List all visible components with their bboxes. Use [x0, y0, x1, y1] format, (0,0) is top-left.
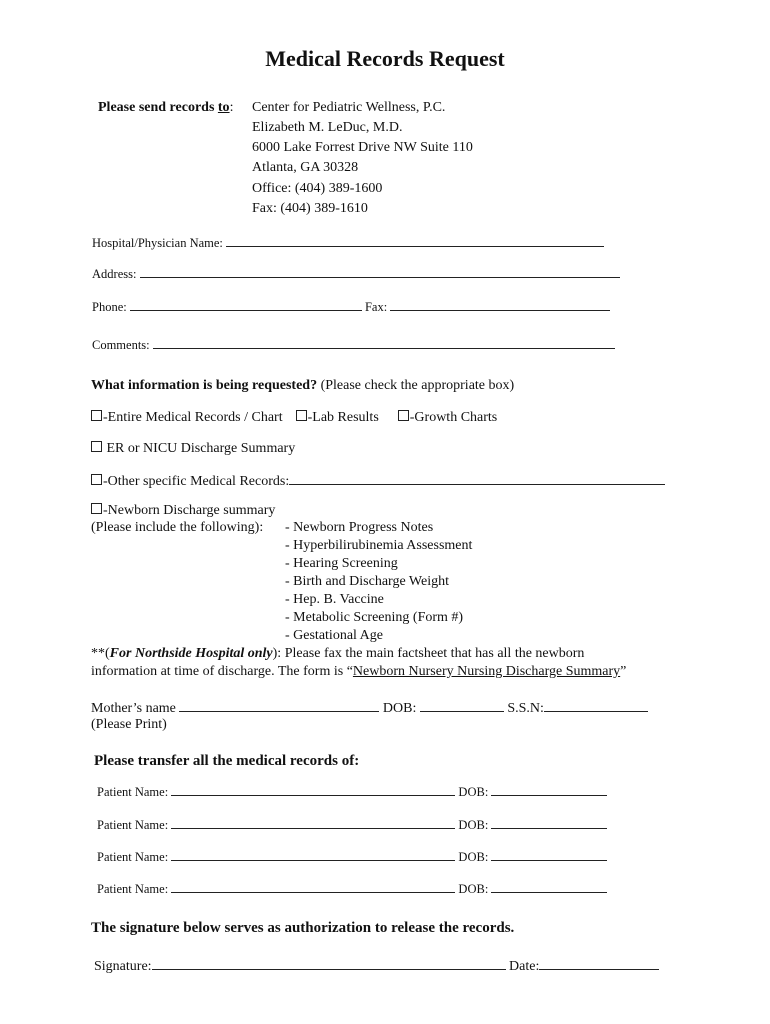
- mother-ssn-input-line[interactable]: [544, 699, 648, 712]
- hospital-label: Hospital/Physician Name:: [92, 236, 223, 250]
- option-growth[interactable]: -Growth Charts: [398, 410, 498, 425]
- send-to-line: Elizabeth M. LeDuc, M.D.: [252, 120, 403, 135]
- hospital-field: [92, 234, 604, 251]
- mother-name-label: Mother’s name: [91, 701, 176, 716]
- patient-name-input-line[interactable]: [171, 783, 455, 796]
- include-item: - Metabolic Screening (Form #): [285, 610, 464, 625]
- other-input-line[interactable]: [289, 472, 665, 485]
- comments-input-line[interactable]: [153, 336, 615, 349]
- checkbox[interactable]: [398, 410, 409, 421]
- checkbox[interactable]: [91, 441, 102, 452]
- patient-name-input-line[interactable]: [171, 816, 455, 829]
- address-label: Address:: [92, 267, 137, 281]
- include-label: (Please include the following):: [91, 520, 264, 535]
- fax-label: Fax:: [364, 300, 388, 314]
- northside-note-line2: information at time of discharge. The form is “Newborn Nursery Nursing Discharge Summary”: [91, 664, 627, 679]
- mother-name-input-line[interactable]: [179, 699, 379, 712]
- phone-field: [92, 298, 610, 315]
- patient-dob-input-line[interactable]: [491, 880, 607, 893]
- form-name: Newborn Nursery Nursing Discharge Summary: [352, 664, 621, 679]
- include-item: - Hearing Screening: [285, 556, 398, 571]
- checkbox[interactable]: [91, 410, 102, 421]
- patient-name-label: Patient Name:: [97, 785, 169, 799]
- option-newborn[interactable]: -Newborn Discharge summary: [91, 503, 275, 519]
- mother-ssn-label: S.S.N:: [507, 701, 544, 716]
- patient-row: [97, 816, 607, 833]
- mother-dob-label: DOB:: [382, 701, 417, 716]
- include-item: - Gestational Age: [285, 628, 383, 643]
- option-lab[interactable]: -Lab Results: [296, 410, 379, 425]
- send-to-label: Please send records to:: [98, 100, 234, 115]
- phone-label: Phone:: [92, 300, 127, 314]
- signature-input-line[interactable]: [152, 957, 506, 970]
- mother-dob-input-line[interactable]: [420, 699, 504, 712]
- patient-dob-input-line[interactable]: [491, 783, 607, 796]
- northside-note: **(For Northside Hospital only): Please fax the main factsheet that has all the newborn: [91, 646, 585, 661]
- checkbox[interactable]: [91, 503, 102, 514]
- send-to-line: Fax: (404) 389-1610: [252, 201, 368, 216]
- patient-name-label: Patient Name:: [97, 818, 169, 832]
- send-to-line: Office: (404) 389-1600: [252, 181, 383, 196]
- transfer-heading: Please transfer all the medical records of:: [94, 753, 360, 769]
- include-item: - Hyperbilirubinemia Assessment: [285, 538, 473, 553]
- phone-input-line[interactable]: [130, 298, 362, 311]
- send-to-line: Center for Pediatric Wellness, P.C.: [252, 100, 446, 115]
- checkbox[interactable]: [91, 474, 102, 485]
- option-entire[interactable]: -Entire Medical Records / Chart: [91, 410, 283, 425]
- address-input-line[interactable]: [140, 265, 620, 278]
- date-label: Date:: [509, 959, 540, 974]
- patient-name-input-line[interactable]: [171, 848, 455, 861]
- patient-dob-label: DOB:: [458, 850, 489, 864]
- send-to-line: Atlanta, GA 30328: [252, 160, 359, 175]
- option-er[interactable]: ER or NICU Discharge Summary: [91, 441, 295, 457]
- signature-label: Signature:: [94, 959, 152, 974]
- date-input-line[interactable]: [539, 957, 659, 970]
- page-title: Medical Records Request: [265, 46, 505, 71]
- signature-heading: The signature below serves as authorization to release the records.: [91, 920, 515, 936]
- patient-dob-label: DOB:: [458, 785, 489, 799]
- patient-row: [97, 783, 607, 800]
- checkbox[interactable]: [296, 410, 307, 421]
- comments-label: Comments:: [92, 338, 150, 352]
- hospital-input-line[interactable]: [226, 234, 604, 247]
- fax-input-line[interactable]: [390, 298, 610, 311]
- signature-row: [94, 957, 659, 975]
- patient-row: [97, 880, 607, 897]
- include-item: - Newborn Progress Notes: [285, 520, 434, 535]
- patient-row: [97, 848, 607, 865]
- patient-name-label: Patient Name:: [97, 850, 169, 864]
- patient-name-input-line[interactable]: [171, 880, 455, 893]
- address-field: [92, 265, 620, 282]
- info-question: What information is being requested? (Please check the appropriate box): [91, 378, 515, 393]
- patient-name-label: Patient Name:: [97, 882, 169, 896]
- print-note: (Please Print): [91, 717, 167, 732]
- mother-row: [91, 699, 648, 717]
- patient-dob-input-line[interactable]: [491, 848, 607, 861]
- patient-dob-label: DOB:: [458, 818, 489, 832]
- comments-field: [92, 336, 615, 353]
- include-item: - Birth and Discharge Weight: [285, 574, 449, 589]
- include-item: - Hep. B. Vaccine: [285, 592, 384, 607]
- patient-dob-label: DOB:: [458, 882, 489, 896]
- patient-dob-input-line[interactable]: [491, 816, 607, 829]
- send-to-line: 6000 Lake Forrest Drive NW Suite 110: [252, 140, 473, 155]
- option-other[interactable]: -Other specific Medical Records:: [91, 472, 665, 490]
- options-row-1: [91, 410, 497, 426]
